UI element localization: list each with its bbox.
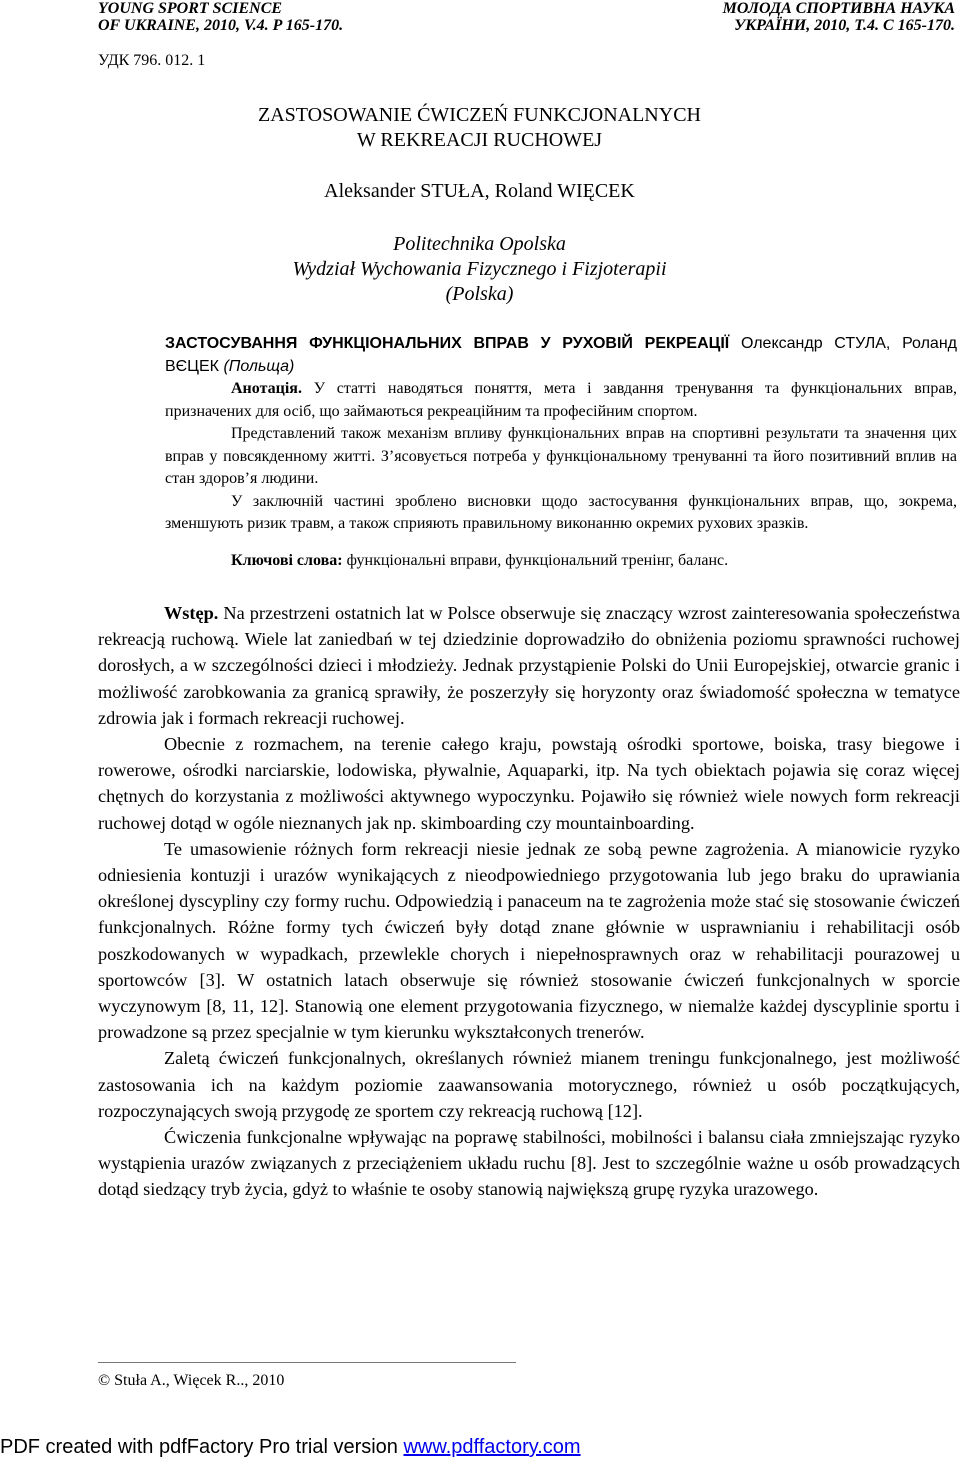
article-body <box>98 600 960 1203</box>
udk-code: УДК 796. 012. 1 <box>98 52 206 69</box>
keywords-text: функціональні вправи, функціональний тренінг, баланс. <box>346 551 729 569</box>
body-paragraph-1: Wstęp. Na przestrzeni ostatnich lat w Polsce obserwuje się znaczący wzrost zainteresowania społeczeństwa rekreacją ruchową. Wiele lat zaniedbań w tej dziedzinie doprowadziło do obniżenia poziomu sprawności ruchowej dorosłych, a w szczególności dzieci i młodzieży. Jednak przystąpienie Polski do Unii Europejskiej, otwarcie granic i możliwość zarobkowania za granicą sprawiły, że poszerzyły się horyzonty oraz świadomość społeczna w tematyce zdrowia jak i formach rekreacji ruchowej. <box>98 603 960 728</box>
intro-label: Wstęp. <box>164 603 219 623</box>
pdf-banner-text: PDF created with pdfFactory Pro trial version <box>0 1436 404 1458</box>
article-title <box>98 103 861 153</box>
affiliation-faculty: Wydział Wychowania Fizycznego i Fizjoterapii <box>292 258 667 280</box>
journal-citation-en: OF UKRAINE, 2010, V.4. P 165-170. <box>98 17 344 34</box>
journal-name-en: YOUNG SPORT SCIENCE <box>98 0 283 17</box>
keywords <box>165 550 957 573</box>
pdf-creator-banner <box>0 1436 581 1459</box>
abstract-paragraph-2: Представлений також механізм впливу функціональних вправ на спортивні результати та значення цих вправ у повсякденному житті. З’ясовується потреба у функціональному тренуванні та його позитивний вплив на стан здоров’я людини. <box>165 425 957 487</box>
pdffactory-link[interactable]: www.pdffactory.com <box>403 1436 581 1458</box>
body-paragraph-4: Zaletą ćwiczeń funkcjonalnych, określanych również mianem treningu funkcjonalnego, jest możliwość zastosowania ich na każdym poziomie zaawansowania motorycznego, również u osób początkujących, rozpoczynających swoją przygodę ze sportem czy rekreacją ruchową [12]. <box>98 1048 960 1121</box>
abstract-country: (Польща) <box>223 357 295 375</box>
affiliation-university: Politechnika Opolska <box>393 233 566 255</box>
keywords-label: Ключові слова: <box>231 551 343 569</box>
ukrainian-abstract <box>165 333 957 572</box>
annotation-label: Анотація. <box>231 380 302 397</box>
journal-citation-uk: УКРАЇНИ, 2010, Т.4. С 165-170. <box>734 17 955 34</box>
journal-name-uk: МОЛОДА СПОРТИВНА НАУКА <box>722 0 955 17</box>
affiliation <box>98 232 861 307</box>
article-title-line-2: W REKREACJI RUCHOWEJ <box>356 129 603 151</box>
journal-header-right <box>723 0 955 34</box>
journal-header-left <box>98 0 343 34</box>
abstract-authors: Олександр СТУЛА, Роланд ВЄЦЕК <box>165 335 957 375</box>
abstract-heading: ЗАСТОСУВАННЯ ФУНКЦІОНАЛЬНИХ ВПРАВ У РУХОВІЙ РЕКРЕАЦІЇ <box>165 335 730 352</box>
abstract-paragraph-3: У заключній частині зроблено висновки щодо застосування функціональних вправ, що, зокрема, зменшують ризик травм, а також сприяють правильному виконанню окремих рухових зразків. <box>165 492 957 532</box>
abstract-paragraph-1: Анотація. У статті наводяться поняття, мета і завдання тренування та функціональних вправ, призначених для осіб, що займаються рекреаційним та професійним спортом. <box>165 380 957 420</box>
footnote-divider <box>98 1362 516 1363</box>
article-authors: Aleksander STUŁA, Roland WIĘCEK <box>324 180 635 202</box>
body-paragraph-3: Te umasowienie różnych form rekreacji niesie jednak ze sobą pewne zagrożenia. A mianowicie ryzyko odniesienia kontuzji i urazów wynikających z nieodpowiedniego przygotowania lub jego braku do uprawiania określonej dyscypliny czy formy ruchu. Odpowiedzią i panaceum na te zagrożenia może stać się stosowanie ćwiczeń funkcjonalnych. Różne formy tych ćwiczeń były dotąd znane głównie w usprawnianiu i rehabilitacji osób poszkodowanych w wypadkach, przewlekle chorych i niepełnosprawnych oraz w rehabilitacji pourazowej u sportowców [3]. W ostatnich latach obserwuje się również stosowanie ćwiczeń funkcjonalnych w sporcie wyczynowym [8, 11, 12]. Stanowią one element przygotowania fizycznego, w niemalże każdej dyscyplinie sportu i prowadzone są przez specjalnie w tym kierunku wykształconych trenerów. <box>98 838 960 1043</box>
body-paragraph-2: Obecnie z rozmachem, na terenie całego kraju, powstają ośrodki sportowe, boiska, trasy biegowe i rowerowe, ośrodki narciarskie, lodowiska, pływalnie, Aquaparki, itp. Na tych obiektach pojawia się coraz więcej chętnych do korzystania z możliwości aktywnego wypoczynku. Pojawiło się również wiele nowych form rekreacji ruchowej dotąd w ogóle nieznanych jak np. skimboarding czy mountainboarding. <box>98 734 960 833</box>
affiliation-country: (Polska) <box>445 283 514 305</box>
copyright-footnote: © Stuła A., Więcek R.., 2010 <box>98 1372 285 1389</box>
abstract-title-line <box>165 333 957 378</box>
body-paragraph-5: Ćwiczenia funkcjonalne wpływając na poprawę stabilności, mobilności i balansu ciała zmniejszając ryzyko wystąpienia urazów związanych z przeciążeniem układu ruchu [8]. Jest to szczególnie ważne u osób prowadzących dotąd siedzący tryb życia, gdyż to właśnie te osoby stanowią największą grupę ryzyka urazowego. <box>98 1127 960 1200</box>
article-title-line-1: ZASTOSOWANIE ĆWICZEŃ FUNKCJONALNYCH <box>258 104 701 126</box>
